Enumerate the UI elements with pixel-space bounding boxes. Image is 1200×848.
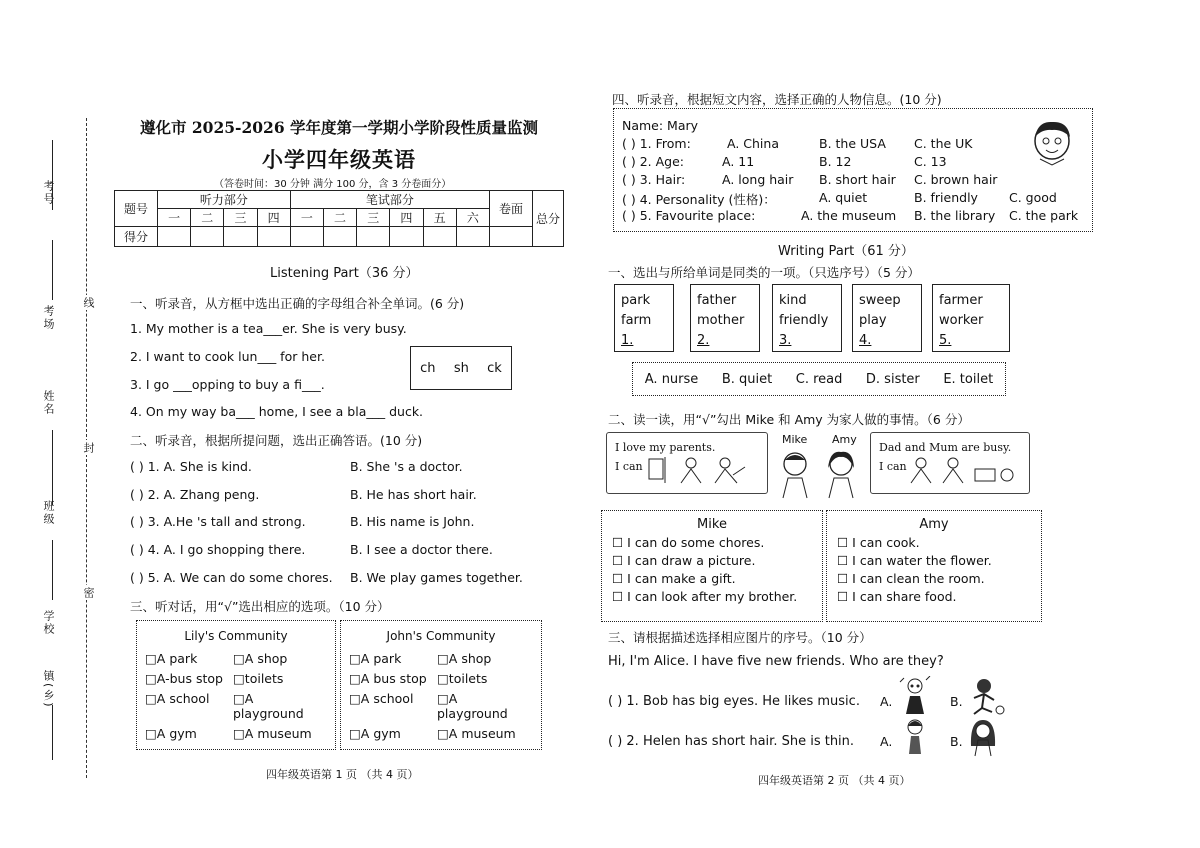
kaohao-line [52,140,53,210]
score-cell[interactable] [257,227,290,247]
amy-chores-illustration [909,453,1024,487]
score-cell[interactable] [323,227,356,247]
exam-subtitle: 小学四年级英语 [262,147,416,172]
col-l2: 二 [191,209,224,227]
lily-title: Lily's Community [184,629,288,643]
mary-info-box [613,108,1093,232]
w3-intro: Hi, I'm Alice. I have five new friends. Who are they? [608,654,944,669]
s4-q1-c: C. the UK [914,136,973,151]
lily-opt[interactable]: □A museum [233,726,312,741]
cell-listening: 听力部分 [158,191,291,209]
s2-item-3-b: B. His name is John. [350,514,475,529]
w3-item-2: ( ) 2. Helen has short hair. She is thin. [608,734,855,749]
s1-item-1: 1. My mother is a tea___er. She is very busy. [130,321,407,336]
s1-item-3: 3. I go ___opping to buy a fi___. [130,377,325,392]
answer-blank-5[interactable]: 5. [939,333,952,348]
s4-q4-b: B. friendly [914,190,978,205]
listening-title: Listening Part（36 分） [270,266,419,281]
w3-item-2-a: A. [880,734,893,749]
col-w1: 一 [290,209,323,227]
option-c: C. read [795,371,843,387]
amy-check-item[interactable]: ☐ I can cook. [837,535,920,550]
letter-box [410,346,512,390]
mike-check-item[interactable]: ☐ I can do some chores. [612,535,765,550]
john-opt[interactable]: □A school [349,691,414,706]
answer-blank-1[interactable]: 1. [621,333,634,348]
mike-check-item[interactable]: ☐ I can make a gift. [612,571,736,586]
s2-item-5-a: ( ) 5. A. We can do some chores. [130,570,333,585]
s4-q2-a: A. 11 [722,154,755,169]
label-xuexiao: 学校 [42,610,55,636]
letter-ch: ch [420,360,436,376]
word-box-5-w1: farmer [939,293,983,308]
bind-char-xian: 线 [82,297,95,308]
word-box-1 [614,284,674,352]
section1-title: 一、听录音，从方框中选出正确的字母组合补全单词。(6 分) [130,296,465,311]
s4-q1-a: A. China [727,136,779,151]
mike-bubble-text: I love my parents. [615,441,716,454]
john-opt[interactable]: □A shop [437,651,492,666]
cell-tihao: 题号 [115,191,158,227]
s4-q2-b: B. 12 [819,154,852,169]
word-box-3-w2: friendly [779,313,829,328]
mike-check-item[interactable]: ☐ I can look after my brother. [612,589,798,604]
s2-item-5-b: B. We play games together. [350,570,523,585]
bind-char-feng: 封 [82,442,95,453]
answer-blank-4[interactable]: 4. [859,333,872,348]
mary-name: Name: Mary [622,118,699,133]
bind-char-mi: 密 [82,587,95,598]
score-cell[interactable] [423,227,456,247]
s4-q1: ( ) 1. From: [622,136,691,151]
letter-sh: sh [453,360,469,376]
writing3-title: 三、请根据描述选择相应图片的序号。（10 分） [608,630,872,645]
kaochang-line [52,240,53,300]
john-opt[interactable]: □A museum [437,726,516,741]
score-cell[interactable] [191,227,224,247]
john-opt[interactable]: □A playground [437,691,508,721]
s2-item-1-b: B. She 's a doctor. [350,459,463,474]
section2-title: 二、听录音，根据所提问题，选出正确答语。(10 分) [130,433,423,448]
lily-opt[interactable]: □A school [145,691,210,706]
score-cell[interactable] [456,227,489,247]
amy-checklist-title: Amy [919,517,949,532]
cell-juanmian: 卷面 [490,191,533,227]
s4-q5-a: A. the museum [801,208,897,223]
s4-q5-c: C. the park [1009,208,1079,223]
answer-blank-2[interactable]: 2. [697,333,710,348]
col-w6: 六 [456,209,489,227]
john-opt[interactable]: □A gym [349,726,401,741]
amy-bubble-text: Dad and Mum are busy. [879,441,1012,454]
lily-opt[interactable]: □A-bus stop [145,671,223,686]
mike-checklist-title: Mike [697,517,727,532]
lily-opt[interactable]: □toilets [233,671,284,686]
s4-q4-a: A. quiet [819,190,868,205]
s2-item-2-b: B. He has short hair. [350,487,477,502]
section4-title: 四、听录音，根据短文内容，选择正确的人物信息。(10 分) [612,92,942,107]
xingming-line [52,430,53,505]
s4-q3: ( ) 3. Hair: [622,172,686,187]
writing1-title: 一、选出与所给单词是同类的一项。（只选序号）（5 分） [608,265,920,280]
word-box-5 [932,284,1010,352]
score-cell[interactable] [158,227,191,247]
option-a: A. nurse [644,371,699,387]
page-footer-1: 四年级英语第 1 页 （共 4 页） [266,768,419,781]
s2-item-4-b: B. I see a doctor there. [350,542,493,557]
exam-title: 遵化市 2025-2026 学年度第一学期小学阶段性质量监测 [140,118,539,137]
s4-q1-b: B. the USA [819,136,886,151]
amy-check-item[interactable]: ☐ I can clean the room. [837,571,985,586]
s4-q2-c: C. 13 [914,154,947,169]
s2-item-3-a: ( ) 3. A.He 's tall and strong. [130,514,306,529]
word-box-1-w2: farm [621,313,652,328]
john-community-box [340,620,542,750]
s4-q3-a: A. long hair [722,172,794,187]
lily-opt[interactable]: □A gym [145,726,197,741]
mike-ican: I can [615,460,643,473]
s4-q4: ( ) 4. Personality (性格)： [622,192,776,207]
mike-speech-bubble [606,432,768,494]
cell-written: 笔试部分 [290,191,489,209]
option-e: E. toilet [943,371,994,387]
word-box-2 [690,284,760,352]
s2-item-1-a: ( ) 1. A. She is kind. [130,459,252,474]
score-cell[interactable] [357,227,390,247]
score-cell[interactable] [390,227,423,247]
mike-check-item[interactable]: ☐ I can draw a picture. [612,553,756,568]
col-l3: 三 [224,209,257,227]
score-cell[interactable] [290,227,323,247]
word-box-4 [852,284,922,352]
label-kaochang: 考场 [42,305,55,331]
cell-zongfen: 总分 [533,191,564,247]
word-box-3-w1: kind [779,293,807,308]
section3-title: 三、听对话，用“√”选出相应的选项。（10 分） [130,599,390,614]
s4-q2: ( ) 2. Age: [622,154,684,169]
word-box-2-w1: father [697,293,737,308]
col-l1: 一 [158,209,191,227]
xiang-line [52,705,53,760]
word-options-box [632,362,1006,396]
s4-q3-c: C. brown hair [914,172,998,187]
word-box-2-w2: mother [697,313,745,328]
col-w5: 五 [423,209,456,227]
word-box-4-w2: play [859,313,887,328]
score-cell[interactable] [224,227,257,247]
label-kaohao: 考号 [42,180,55,206]
john-opt[interactable]: □A park [349,651,402,666]
boy-face-illustration [1026,117,1078,167]
mike-amy-figures [778,450,858,500]
col-w4: 四 [390,209,423,227]
amy-speech-bubble [870,432,1030,494]
girl-long-hair-picture [966,718,1000,758]
page-footer-2: 四年级英语第 2 页 （共 4 页） [758,774,911,787]
amy-ican: I can [879,460,907,473]
amy-check-item[interactable]: ☐ I can share food. [837,589,957,604]
w3-item-1-a: A. [880,694,893,709]
john-title: John's Community [386,629,496,643]
score-table [114,190,564,247]
bob-music-picture [898,676,932,716]
option-b: B. quiet [721,371,773,387]
john-opt[interactable]: □toilets [437,671,488,686]
mike-checklist [601,510,823,622]
amy-checklist [826,510,1042,622]
writing2-title: 二、读一读，用“√”勾出 Mike 和 Amy 为家人做的事情。（6 分） [608,412,970,427]
lily-community-box [136,620,336,750]
banji-line [52,540,53,600]
lily-opt[interactable]: □A shop [233,651,288,666]
col-l4: 四 [257,209,290,227]
label-banji: 班级 [42,500,55,526]
chores-illustration [645,453,760,487]
word-box-1-w1: park [621,293,651,308]
lily-opt[interactable]: □A park [145,651,198,666]
amy-label: Amy [832,433,857,446]
s4-q5-b: B. the library [914,208,996,223]
s1-item-2: 2. I want to cook lun___ for her. [130,349,325,364]
option-d: D. sister [865,371,920,387]
writing-title: Writing Part（61 分） [778,244,914,259]
s2-item-2-a: ( ) 2. A. Zhang peng. [130,487,260,502]
helen-thin-picture [898,718,932,756]
exam-note: （答卷时间：30 分钟 满分 100 分，含 3 分卷面分） [214,179,452,190]
amy-check-item[interactable]: ☐ I can water the flower. [837,553,992,568]
label-xiang: 镇(乡) [42,670,55,709]
word-box-3 [772,284,842,352]
label-xingming: 姓名 [42,390,55,416]
mike-label: Mike [782,433,808,446]
boy-football-picture [966,676,1006,716]
john-opt[interactable]: □A bus stop [349,671,427,686]
word-box-4-w1: sweep [859,293,901,308]
word-box-5-w2: worker [939,313,984,328]
w3-item-1-b: B. [950,694,963,709]
s4-q3-b: B. short hair [819,172,896,187]
w3-item-2-b: B. [950,734,963,749]
w3-item-1: ( ) 1. Bob has big eyes. He likes music. [608,694,860,709]
s4-q5: ( ) 5. Favourite place: [622,208,756,223]
score-cell[interactable] [490,227,533,247]
col-w3: 三 [357,209,390,227]
s2-item-4-a: ( ) 4. A. I go shopping there. [130,542,306,557]
answer-blank-3[interactable]: 3. [779,333,792,348]
col-w2: 二 [323,209,356,227]
s1-item-4: 4. On my way ba___ home, I see a bla___ duck. [130,404,424,419]
lily-opt[interactable]: □A playground [233,691,304,721]
s4-q4-c: C. good [1009,190,1057,205]
letter-ck: ck [487,360,502,376]
cell-defen: 得分 [115,227,158,247]
